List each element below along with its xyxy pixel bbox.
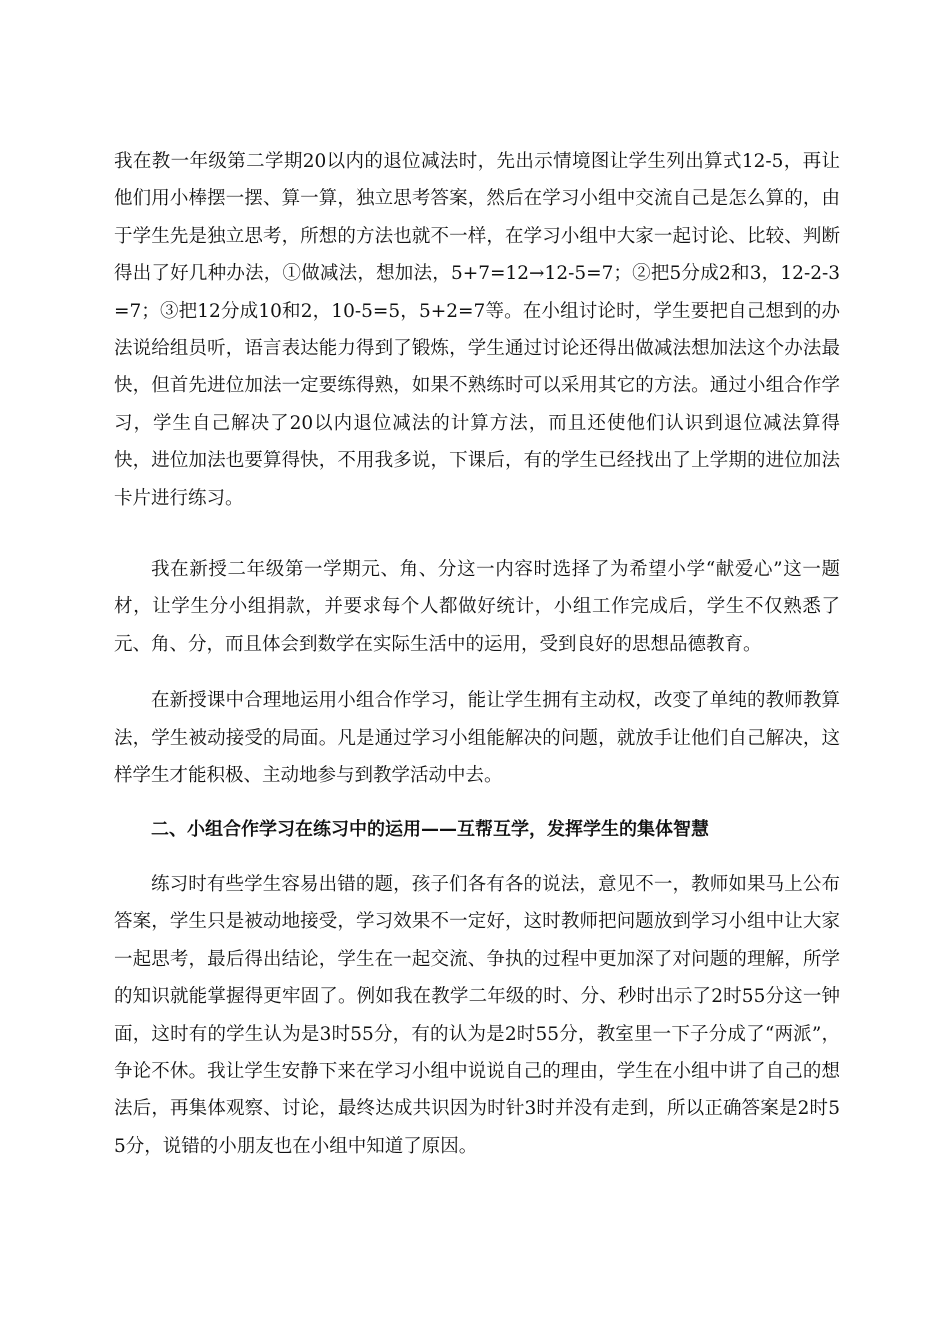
paragraph-new-lesson-summary: 在新授课中合理地运用小组合作学习，能让学生拥有主动权，改变了单纯的教师教算法，学生被动接受的局面。凡是通过学习小组能解决的问题，就放手让他们自己解决，这样学生才能积极、主动地参与到教学活动中去。 <box>114 690 840 787</box>
paragraph-subtraction-example: 我在教一年级第二学期20以内的退位减法时，先出示情境图让学生列出算式12-5，再让他们用小棒摆一摆、算一算，独立思考答案，然后在学习小组中交流自己是怎么算的，由于学生先是独立思考，所想的方法也就不一样，在学习小组中大家一起讨论、比较、判断得出了好几种办法，①做减法，想加法，5+7=12→12-5=7；②把5分成2和3，12-2-3=7；③把12分成10和2，10-5=5，5+2=7等。在小组讨论时，学生要把自己想到的办法说给组员听，语言表达能力得到了锻炼，学生通过讨论还得出做减法想加法这个办法最快，但首先进位加法一定要练得熟，如果不熟练时可以采用其它的方法。通过小组合作学习，学生自己解决了20以内退位减法的计算方法，而且还使他们认识到退位减法算得快，进位加法也要算得快，不用我多说，下课后，有的学生已经找出了上学期的进位加法卡片进行练习。 <box>114 151 840 509</box>
paragraph-clock-example: 练习时有些学生容易出错的题，孩子们各有各的说法，意见不一，教师如果马上公布答案，学生只是被动地接受，学习效果不一定好，这时教师把问题放到学习小组中让大家一起思考，最后得出结论，学生在一起交流、争执的过程中更加深了对问题的理解，所学的知识就能掌握得更牢固了。例如我在教学二年级的时、分、秒时出示了2时55分这一钟面，这时有的学生认为是3时55分，有的认为是2时55分，教室里一下子分成了“两派”，争论不休。我让学生安静下来在学习小组中说说自己的理由，学生在小组中讲了自己的想法后，再集体观察、讨论，最终达成共识因为时针3时并没有走到，所以正确答案是2时55分，说错的小朋友也在小组中知道了原因。 <box>114 873 840 1157</box>
section-heading-practice: 二、小组合作学习在练习中的运用——互帮互学，发挥学生的集体智慧 <box>151 818 709 840</box>
paragraph-money-example: 我在新授二年级第一学期元、角、分这一内容时选择了为希望小学“献爱心”这一题材，让学生分小组捐款，并要求每个人都做好统计，小组工作完成后，学生不仅熟悉了元、角、分，而且体会到数学在实际生活中的运用，受到良好的思想品德教育。 <box>114 559 840 655</box>
document-body <box>114 143 840 1165</box>
